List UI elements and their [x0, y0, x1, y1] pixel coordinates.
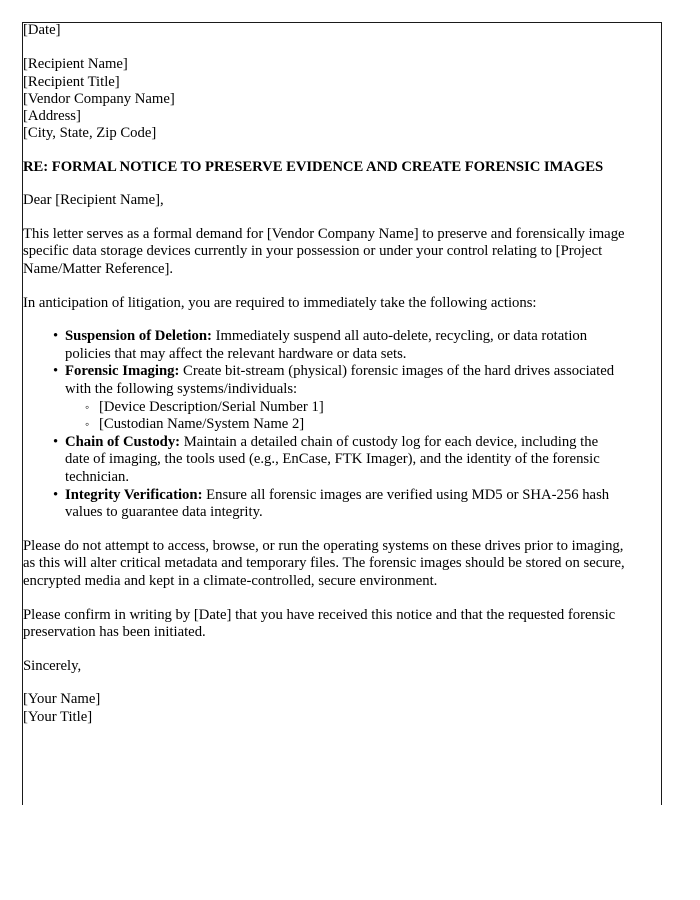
list-item — [65, 399, 625, 417]
spacer-after-salutation — [23, 210, 625, 226]
salutation: Dear [Recipient Name], — [23, 192, 164, 209]
spacer-after-caution — [23, 591, 625, 607]
caution-paragraph: Please do not attempt to access, browse, or run the operating systems on these drives prior to imaging, as this will alter critical metadata and temporary files. The forensic images should be stored on secure, encrypted media and kept in a climate-controlled, secure environment. — [23, 537, 625, 589]
item-text: Create bit-stream (physical) forensic images of the hard drives associated with the following systems/individuals: — [65, 363, 615, 398]
recipient-address-block — [23, 56, 625, 142]
subject-heading: RE: FORMAL NOTICE TO PRESERVE EVIDENCE AND CREATE FORENSIC IMAGES — [23, 158, 604, 175]
sub-item-text: [Custodian Name/System Name 2] — [99, 416, 305, 433]
item-text: Immediately suspend all auto-delete, recycling, or data rotation policies that may affect the relevant hardware or data sets. — [65, 328, 588, 362]
spacer-before-list — [23, 312, 625, 328]
item-text: Ensure all forensic images are verified using MD5 or SHA-256 hash values to guarantee data integrity. — [65, 486, 610, 521]
intro-paragraph: This letter serves as a formal demand for [Vendor Company Name] to preserve and forensically image specific data storage devices currently in your possession or under your control relating to [Project Name/Matter Reference]. — [23, 225, 625, 278]
list-item — [23, 434, 625, 487]
action-items-list — [23, 328, 625, 522]
item-term: Integrity Verification: — [65, 486, 203, 503]
directive-lead-in: In anticipation of litigation, you are required to immediately take the following actions: — [23, 294, 537, 311]
list-item — [23, 363, 625, 433]
spacer-after-address — [23, 143, 625, 159]
signer-title-line: [Your Title] — [23, 708, 93, 725]
list-item — [65, 416, 625, 434]
device-sub-list — [65, 399, 625, 434]
bullet-icon: • — [53, 363, 59, 380]
item-term: Forensic Imaging: — [65, 363, 180, 380]
spacer-after-confirmation — [23, 642, 625, 658]
spacer-after-list — [23, 522, 625, 538]
bullet-icon: • — [53, 433, 59, 450]
spacer-after-date — [23, 39, 625, 56]
date-line: [Date] — [23, 22, 61, 38]
list-item — [23, 487, 625, 522]
spacer-after-intro — [23, 279, 625, 295]
sub-bullet-icon: ◦ — [85, 417, 90, 432]
recipient-title-line: [Recipient Title] — [23, 73, 120, 90]
address-line: [Address] — [23, 108, 81, 125]
item-term: Chain of Custody: — [65, 433, 181, 450]
letter-body — [23, 22, 625, 726]
spacer-before-signature — [23, 675, 625, 691]
bullet-icon: • — [53, 328, 59, 345]
signature-block — [23, 691, 625, 726]
vendor-company-line: [Vendor Company Name] — [23, 90, 175, 107]
confirmation-paragraph: Please confirm in writing by [Date] that you have received this notice and that the requested forensic preservation has been initiated. — [23, 606, 616, 641]
sub-bullet-icon: ◦ — [85, 399, 90, 414]
item-term: Suspension of Deletion: — [65, 328, 212, 345]
item-text: Maintain a detailed chain of custody log for each device, including the date of imaging, the tools used (e.g., EnCase, FTK Imager), and the identity of the forensic technician. — [65, 433, 600, 485]
sub-item-text: [Device Description/Serial Number 1] — [99, 398, 324, 415]
recipient-name-line: [Recipient Name] — [23, 56, 128, 73]
spacer-after-subject — [23, 176, 625, 192]
signer-name-line: [Your Name] — [23, 691, 101, 708]
list-item — [23, 328, 625, 363]
city-state-zip-line: [City, State, Zip Code] — [23, 125, 157, 142]
bullet-icon: • — [53, 486, 59, 503]
valediction: Sincerely, — [23, 657, 82, 674]
